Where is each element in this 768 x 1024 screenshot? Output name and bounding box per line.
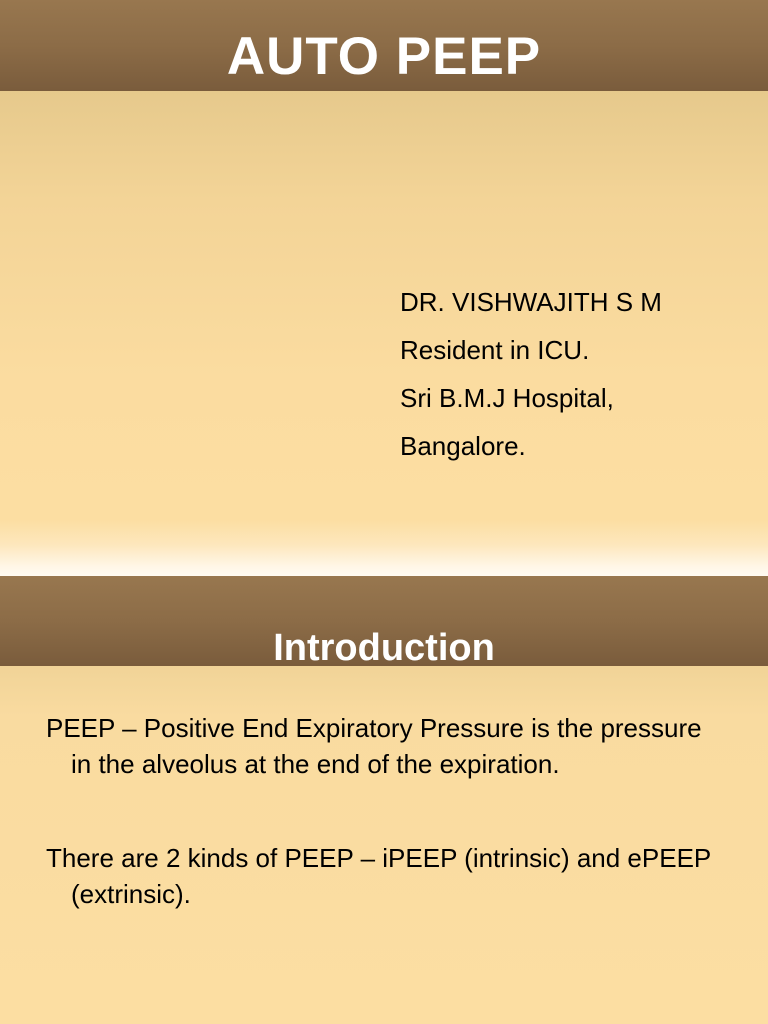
slide-body bbox=[46, 711, 726, 912]
slide-title: AUTO PEEP bbox=[226, 27, 542, 86]
author-block bbox=[400, 278, 662, 470]
paragraph-peep-definition: PEEP – Positive End Expiratory Pressure is the pressure in the alveolus at the end of the expiration. bbox=[46, 713, 702, 779]
introduction-slide bbox=[0, 576, 768, 1024]
author-role: Resident in ICU. bbox=[400, 335, 590, 365]
author-city: Bangalore. bbox=[400, 431, 526, 461]
slide-title: Introduction bbox=[273, 627, 495, 669]
paragraph-peep-kinds: There are 2 kinds of PEEP – iPEEP (intrinsic) and ePEEP (extrinsic). bbox=[46, 843, 711, 909]
author-name: DR. VISHWAJITH S M bbox=[400, 287, 662, 317]
author-hospital: Sri B.M.J Hospital, bbox=[400, 383, 614, 413]
